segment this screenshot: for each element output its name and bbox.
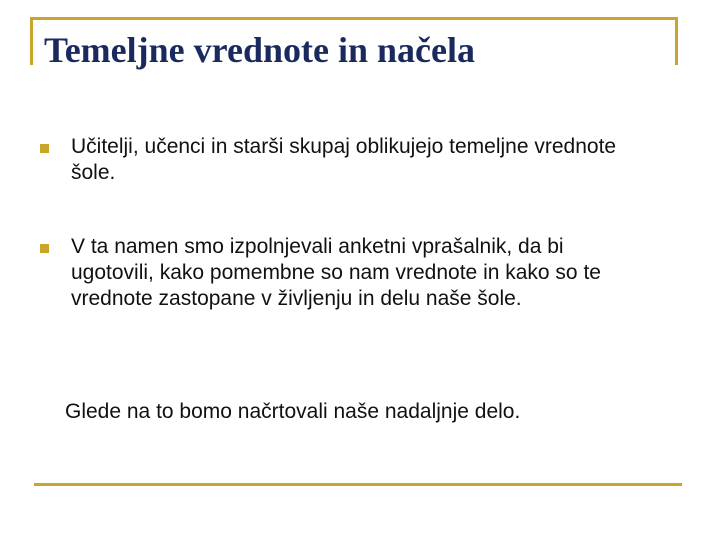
title-frame-right-line (675, 17, 678, 65)
bottom-divider-line (34, 483, 682, 486)
bullet-item-2 (40, 234, 660, 312)
title-frame-left-line (30, 17, 33, 65)
square-bullet-icon (40, 144, 49, 153)
bullet-item-1 (40, 134, 660, 186)
bullet-list (40, 134, 660, 360)
title-frame-top-line (30, 17, 678, 20)
bullet-text-1: Učitelji, učenci in starši skupaj oblikujejo temeljne vrednote šole. (71, 135, 617, 184)
slide-title: Temeljne vrednote in načela (44, 30, 475, 70)
closing-statement: Glede na to bomo načrtovali naše nadaljnje delo. (65, 400, 521, 423)
bullet-text-2: V ta namen smo izpolnjevali anketni vprašalnik, da bi ugotovili, kako pomembne so nam vrednote in kako so te vrednote zastopane v življenju in delu naše šole. (71, 235, 601, 310)
square-bullet-icon (40, 244, 49, 253)
